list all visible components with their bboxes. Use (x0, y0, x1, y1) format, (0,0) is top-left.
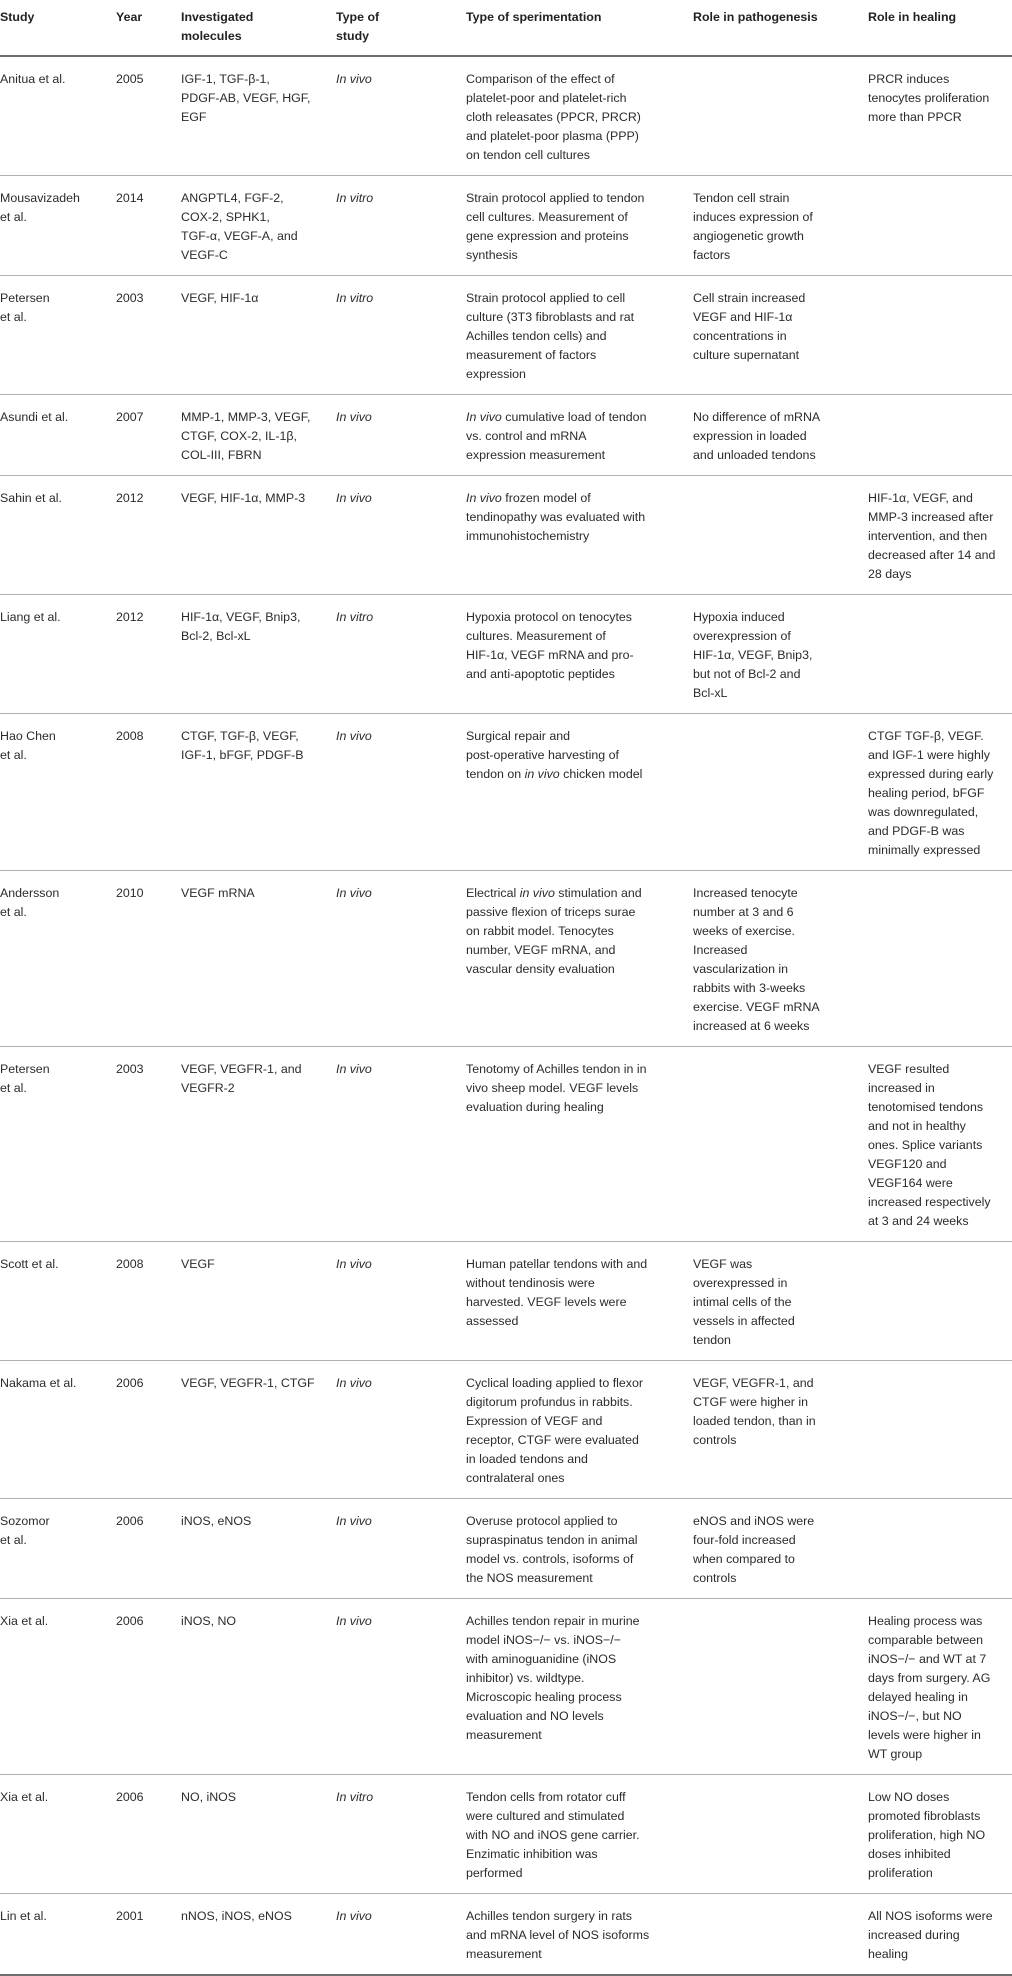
cell-experimentation: Tendon cells from rotator cuff were cultured and stimulated with NO and iNOS gene carrier. Enzimatic inhibition was performed (466, 1775, 693, 1894)
cell-pathogenesis: VEGF was overexpressed in intimal cells of the vessels in affected tendon (693, 1242, 868, 1361)
header-molecules: Investigated molecules (181, 0, 336, 56)
table-row (0, 1361, 1012, 1499)
cell-healing (868, 1499, 1012, 1599)
cell-year: 2014 (116, 176, 181, 276)
cell-year: 2012 (116, 595, 181, 714)
cell-molecules: VEGF (181, 1242, 336, 1361)
cell-experimentation: Strain protocol applied to tendon cell cultures. Measurement of gene expression and proteins synthesis (466, 176, 693, 276)
cell-experimentation: Surgical repair and post-operative harvesting of tendon on in vivo chicken model (466, 714, 693, 871)
cell-molecules: MMP-1, MMP-3, VEGF, CTGF, COX-2, IL-1β, COL-III, FBRN (181, 395, 336, 476)
cell-study: Liang et al. (0, 595, 116, 714)
cell-healing: Low NO doses promoted fibroblasts proliferation, high NO doses inhibited proliferation (868, 1775, 1012, 1894)
cell-type: In vitro (336, 1775, 466, 1894)
cell-healing: CTGF TGF-β, VEGF. and IGF-1 were highly expressed during early healing period, bFGF was downregulated, and PDGF-B was minimally expressed (868, 714, 1012, 871)
header-year: Year (116, 0, 181, 56)
cell-molecules: VEGF, HIF-1α (181, 276, 336, 395)
cell-experimentation: In vivo cumulative load of tendon vs. control and mRNA expression measurement (466, 395, 693, 476)
cell-study: Xia et al. (0, 1775, 116, 1894)
cell-experimentation: Human patellar tendons with and without tendinosis were harvested. VEGF levels were assessed (466, 1242, 693, 1361)
header-experimentation: Type of sperimentation (466, 0, 693, 56)
cell-study: Mousavizadeh et al. (0, 176, 116, 276)
header-pathogenesis: Role in pathogenesis (693, 0, 868, 56)
cell-year: 2012 (116, 476, 181, 595)
cell-pathogenesis (693, 1047, 868, 1242)
cell-type: In vivo (336, 1047, 466, 1242)
cell-molecules: HIF-1α, VEGF, Bnip3, Bcl-2, Bcl-xL (181, 595, 336, 714)
cell-healing: HIF-1α, VEGF, and MMP-3 increased after intervention, and then decreased after 14 and 28 days (868, 476, 1012, 595)
table-row (0, 1894, 1012, 1976)
cell-experimentation: Electrical in vivo stimulation and passive flexion of triceps surae on rabbit model. Tenocytes number, VEGF mRNA, and vascular density evaluation (466, 871, 693, 1047)
cell-year: 2006 (116, 1775, 181, 1894)
cell-pathogenesis: eNOS and iNOS were four-fold increased when compared to controls (693, 1499, 868, 1599)
cell-study: Andersson et al. (0, 871, 116, 1047)
cell-study: Lin et al. (0, 1894, 116, 1976)
cell-experimentation: Cyclical loading applied to flexor digitorum profundus in rabbits. Expression of VEGF and receptor, CTGF were evaluated in loaded tendons and contralateral ones (466, 1361, 693, 1499)
cell-type: In vivo (336, 1894, 466, 1976)
cell-study: Anitua et al. (0, 56, 116, 176)
cell-year: 2007 (116, 395, 181, 476)
table-row (0, 1047, 1012, 1242)
cell-healing: Healing process was comparable between iNOS−/− and WT at 7 days from surgery. AG delayed healing in iNOS−/−, but NO levels were higher in WT group (868, 1599, 1012, 1775)
cell-type: In vitro (336, 176, 466, 276)
header-type: Type of study (336, 0, 466, 56)
cell-pathogenesis: Cell strain increased VEGF and HIF-1α concentrations in culture supernatant (693, 276, 868, 395)
cell-pathogenesis: VEGF, VEGFR-1, and CTGF were higher in loaded tendon, than in controls (693, 1361, 868, 1499)
cell-study: Hao Chen et al. (0, 714, 116, 871)
cell-experimentation: Tenotomy of Achilles tendon in in vivo sheep model. VEGF levels evaluation during healing (466, 1047, 693, 1242)
table-header (0, 0, 1012, 56)
cell-pathogenesis: Tendon cell strain induces expression of angiogenetic growth factors (693, 176, 868, 276)
cell-year: 2008 (116, 714, 181, 871)
cell-year: 2006 (116, 1499, 181, 1599)
cell-type: In vivo (336, 1361, 466, 1499)
cell-type: In vitro (336, 276, 466, 395)
cell-molecules: ANGPTL4, FGF-2, COX-2, SPHK1, TGF-α, VEGF-A, and VEGF-C (181, 176, 336, 276)
cell-molecules: iNOS, NO (181, 1599, 336, 1775)
cell-healing (868, 176, 1012, 276)
cell-type: In vivo (336, 714, 466, 871)
cell-study: Petersen et al. (0, 1047, 116, 1242)
cell-type: In vivo (336, 1599, 466, 1775)
cell-pathogenesis (693, 714, 868, 871)
cell-year: 2003 (116, 1047, 181, 1242)
cell-year: 2006 (116, 1599, 181, 1775)
cell-type: In vitro (336, 595, 466, 714)
cell-molecules: IGF-1, TGF-β-1, PDGF-AB, VEGF, HGF, EGF (181, 56, 336, 176)
cell-year: 2003 (116, 276, 181, 395)
table-row (0, 1499, 1012, 1599)
cell-pathogenesis: No difference of mRNA expression in loaded and unloaded tendons (693, 395, 868, 476)
cell-study: Scott et al. (0, 1242, 116, 1361)
cell-experimentation: Achilles tendon surgery in rats and mRNA level of NOS isoforms measurement (466, 1894, 693, 1976)
cell-study: Xia et al. (0, 1599, 116, 1775)
cell-pathogenesis (693, 1775, 868, 1894)
cell-experimentation: Hypoxia protocol on tenocytes cultures. Measurement of HIF-1α, VEGF mRNA and pro- and anti-apoptotic peptides (466, 595, 693, 714)
cell-molecules: VEGF, HIF-1α, MMP-3 (181, 476, 336, 595)
cell-molecules: VEGF, VEGFR-1, CTGF (181, 1361, 336, 1499)
cell-study: Asundi et al. (0, 395, 116, 476)
cell-healing (868, 871, 1012, 1047)
cell-molecules: CTGF, TGF-β, VEGF, IGF-1, bFGF, PDGF-B (181, 714, 336, 871)
table-row (0, 176, 1012, 276)
cell-year: 2001 (116, 1894, 181, 1976)
cell-type: In vivo (336, 1242, 466, 1361)
header-healing: Role in healing (868, 0, 1012, 56)
cell-molecules: VEGF, VEGFR-1, and VEGFR-2 (181, 1047, 336, 1242)
table-row (0, 871, 1012, 1047)
cell-healing: VEGF resulted increased in tenotomised tendons and not in healthy ones. Splice variants VEGF120 and VEGF164 were increased respectively at 3 and 24 weeks (868, 1047, 1012, 1242)
table-row (0, 395, 1012, 476)
cell-healing (868, 395, 1012, 476)
cell-healing (868, 595, 1012, 714)
cell-type: In vivo (336, 395, 466, 476)
cell-study: Nakama et al. (0, 1361, 116, 1499)
cell-healing: PRCR induces tenocytes proliferation more than PPCR (868, 56, 1012, 176)
cell-experimentation: Comparison of the effect of platelet-poor and platelet-rich cloth releasates (PPCR, PRCR) and platelet-poor plasma (PPP) on tendon cell cultures (466, 56, 693, 176)
table-row (0, 595, 1012, 714)
header-study: Study (0, 0, 116, 56)
cell-experimentation: In vivo frozen model of tendinopathy was evaluated with immunohistochemistry (466, 476, 693, 595)
table-row (0, 56, 1012, 176)
cell-year: 2005 (116, 56, 181, 176)
cell-healing (868, 1361, 1012, 1499)
table-row (0, 714, 1012, 871)
cell-type: In vivo (336, 476, 466, 595)
table-row (0, 1599, 1012, 1775)
cell-pathogenesis (693, 56, 868, 176)
cell-molecules: NO, iNOS (181, 1775, 336, 1894)
table-row (0, 1775, 1012, 1894)
table-row (0, 1242, 1012, 1361)
cell-healing: All NOS isoforms were increased during healing (868, 1894, 1012, 1976)
cell-type: In vivo (336, 56, 466, 176)
cell-pathogenesis (693, 1894, 868, 1976)
cell-molecules: VEGF mRNA (181, 871, 336, 1047)
cell-molecules: nNOS, iNOS, eNOS (181, 1894, 336, 1976)
cell-year: 2008 (116, 1242, 181, 1361)
header-row (0, 0, 1012, 56)
table-row (0, 476, 1012, 595)
cell-year: 2010 (116, 871, 181, 1047)
cell-pathogenesis (693, 476, 868, 595)
cell-pathogenesis (693, 1599, 868, 1775)
cell-study: Sahin et al. (0, 476, 116, 595)
cell-experimentation: Achilles tendon repair in murine model iNOS−/− vs. iNOS−/− with aminoguanidine (iNOS inhibitor) vs. wildtype. Microscopic healing process evaluation and NO levels measurement (466, 1599, 693, 1775)
cell-healing (868, 1242, 1012, 1361)
cell-type: In vivo (336, 871, 466, 1047)
cell-study: Sozomor et al. (0, 1499, 116, 1599)
cell-experimentation: Strain protocol applied to cell culture (3T3 fibroblasts and rat Achilles tendon cells) and measurement of factors expression (466, 276, 693, 395)
cell-year: 2006 (116, 1361, 181, 1499)
cell-pathogenesis: Increased tenocyte number at 3 and 6 weeks of exercise. Increased vascularization in rabbits with 3-weeks exercise. VEGF mRNA increased at 6 weeks (693, 871, 868, 1047)
table-row (0, 276, 1012, 395)
cell-experimentation: Overuse protocol applied to supraspinatus tendon in animal model vs. controls, isoforms of the NOS measurement (466, 1499, 693, 1599)
cell-pathogenesis: Hypoxia induced overexpression of HIF-1α, VEGF, Bnip3, but not of Bcl-2 and Bcl-xL (693, 595, 868, 714)
table-body (0, 56, 1012, 1975)
cell-type: In vivo (336, 1499, 466, 1599)
cell-molecules: iNOS, eNOS (181, 1499, 336, 1599)
cell-healing (868, 276, 1012, 395)
cell-study: Petersen et al. (0, 276, 116, 395)
